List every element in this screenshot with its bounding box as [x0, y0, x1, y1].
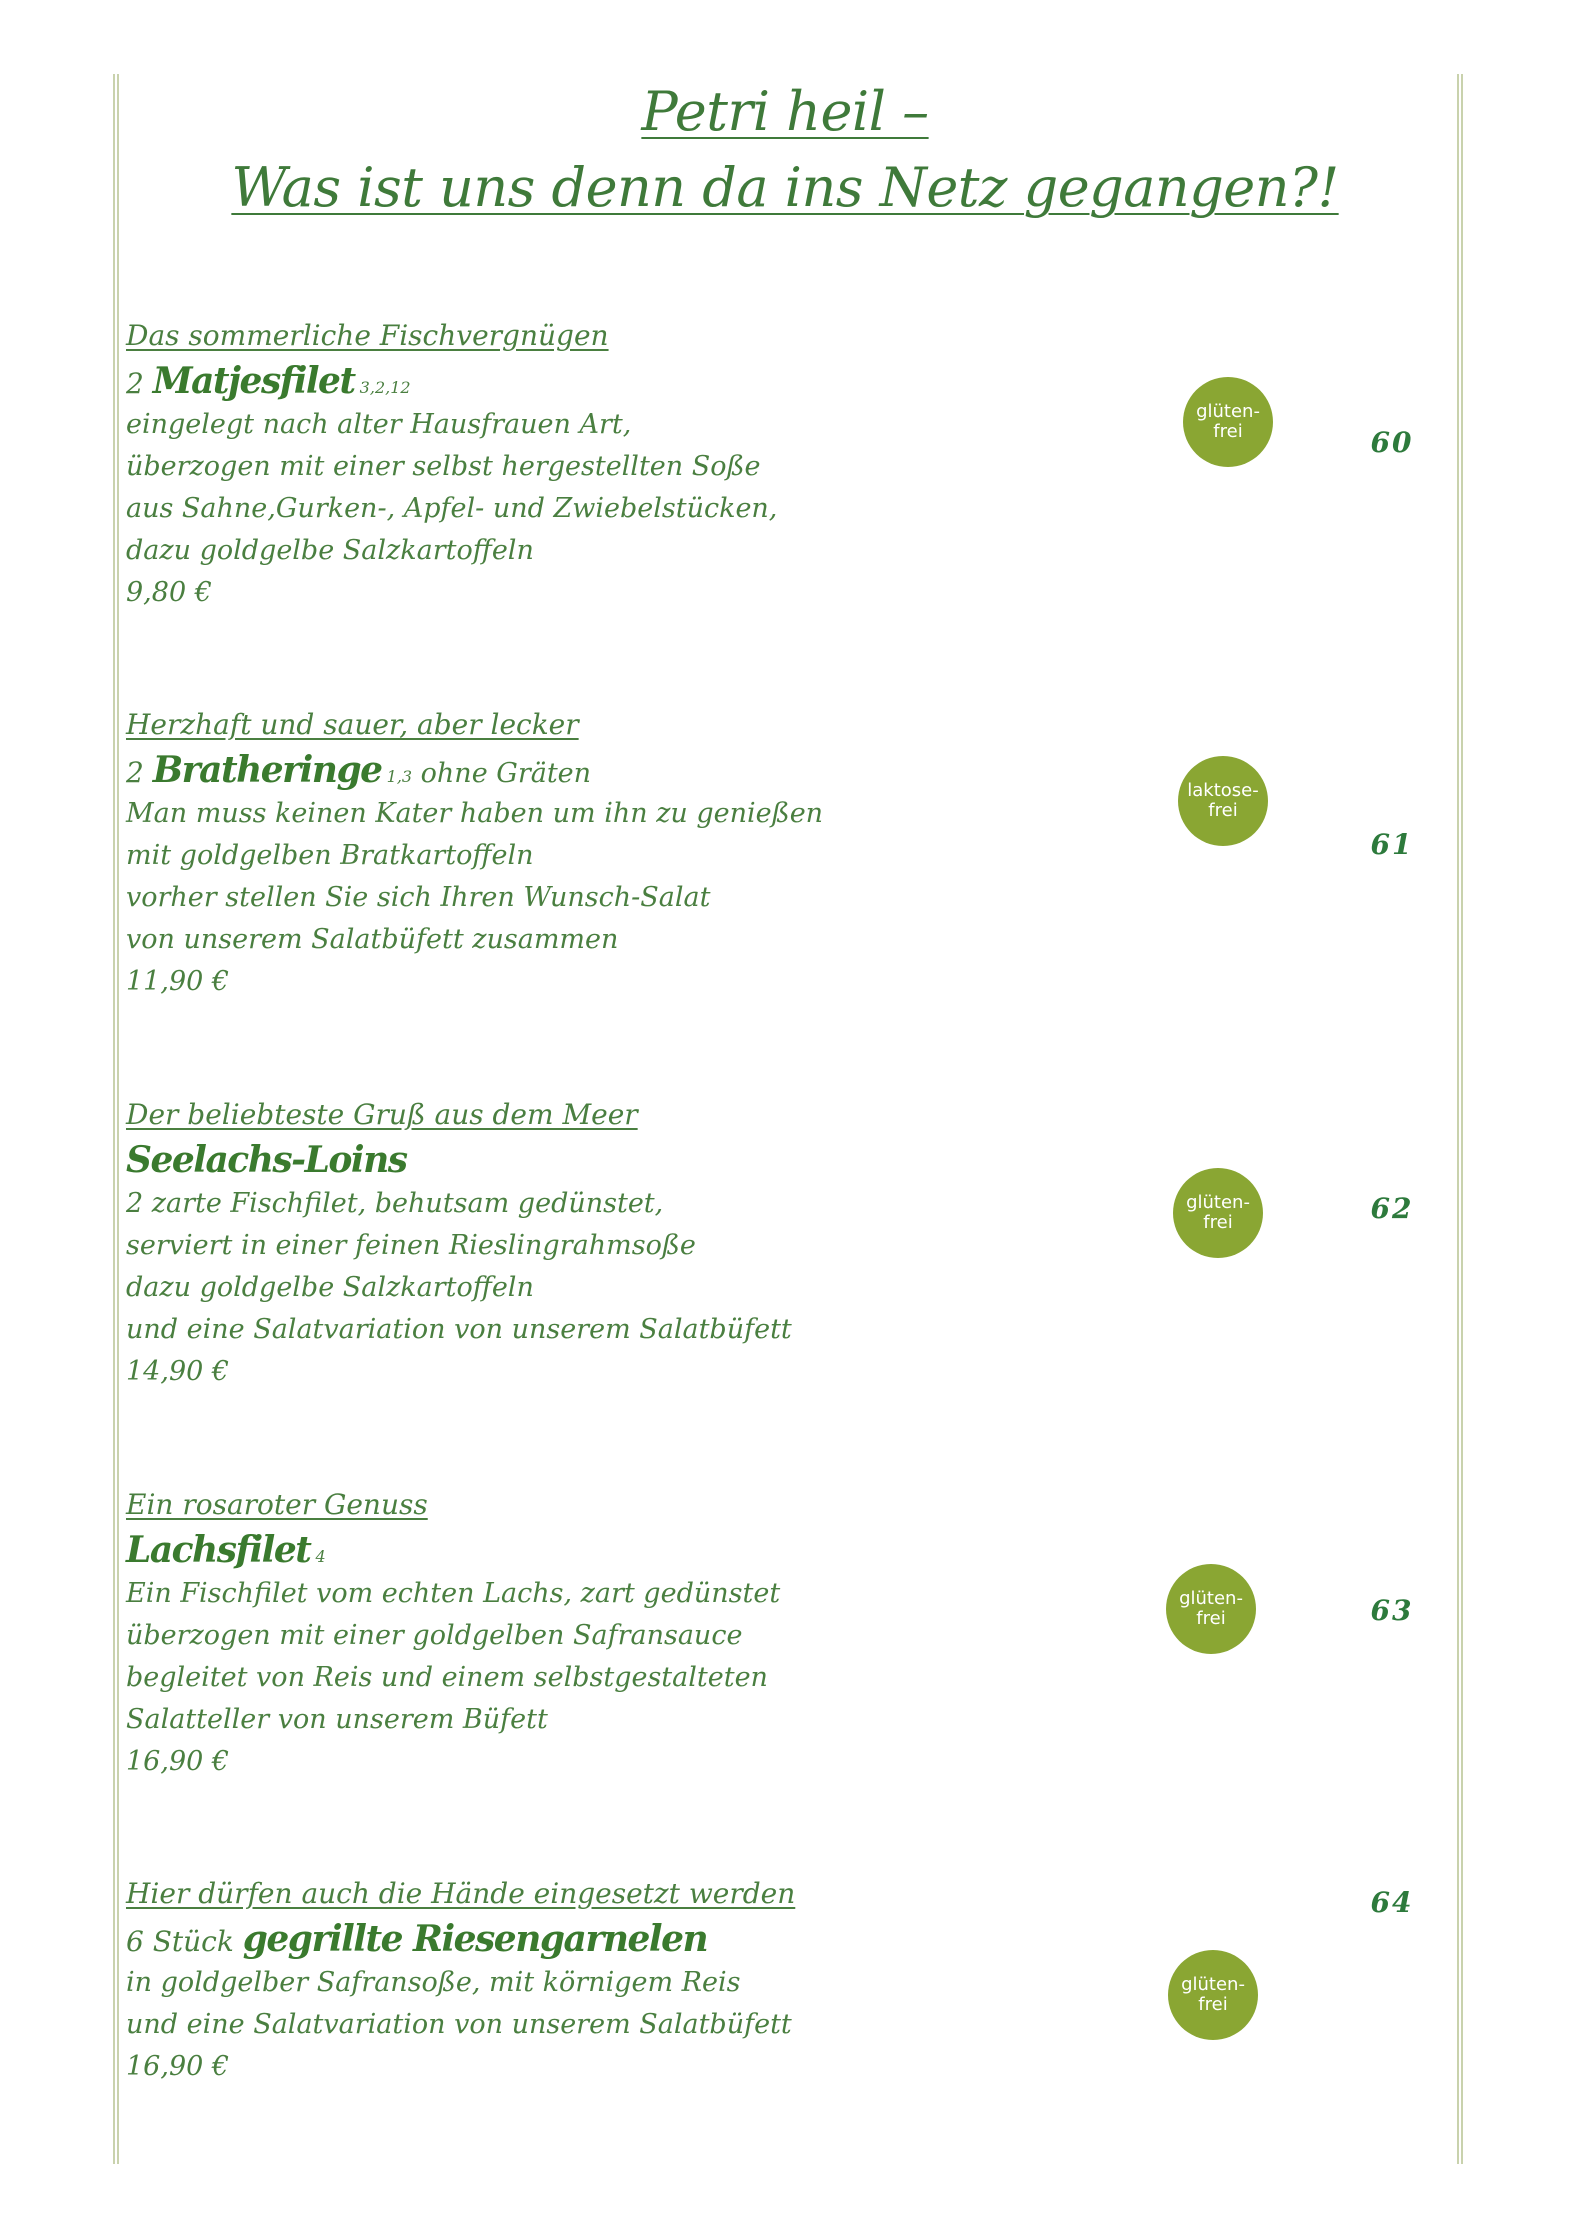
- dish-description-line: vorher stellen Sie sich Ihren Wunsch-Salat: [126, 882, 711, 913]
- dish-tagline: Hier dürfen auch die Hände eingesetzt werden: [126, 1877, 796, 1910]
- dish-tagline: Ein rosaroter Genuss: [126, 1488, 428, 1521]
- badge-text-top: glüten-: [1181, 1974, 1245, 1995]
- allergen-codes: 4: [310, 1547, 326, 1566]
- badge-text-bottom: frei: [1203, 1212, 1233, 1233]
- dish-name: Bratheringe: [152, 749, 382, 791]
- allergen-codes: 3,2,12: [354, 378, 411, 397]
- badge-text-top: glüten-: [1186, 1192, 1250, 1213]
- badge-text-bottom: frei: [1196, 1608, 1226, 1629]
- dish-name-line: [126, 1916, 1026, 1962]
- lactose-free-badge-icon: [1178, 756, 1268, 846]
- gluten-free-badge-icon: [1183, 377, 1273, 467]
- dish-name-suffix: ohne Gräten: [412, 758, 592, 789]
- menu-item-riesengarnelen: [126, 1872, 1026, 2088]
- dish-description-line: Man muss keinen Kater haben um ihn zu genießen: [126, 798, 824, 829]
- dish-name-line: [126, 1527, 1026, 1573]
- dish-description-line: dazu goldgelbe Salzkartoffeln: [126, 535, 534, 566]
- dish-description-line: überzogen mit einer selbst hergestellten Soße: [126, 451, 761, 482]
- dish-description-line: Salatteller von unserem Büfett: [126, 1704, 548, 1735]
- badge-text-top: glüten-: [1196, 401, 1260, 422]
- dish-description-line: aus Sahne,Gurken-, Apfel- und Zwiebelstücken,: [126, 493, 778, 524]
- badge-text-bottom: frei: [1213, 421, 1243, 442]
- dish-number: 60: [1370, 426, 1414, 459]
- dish-price: 9,80 €: [126, 577, 212, 608]
- dish-description-line: eingelegt nach alter Hausfrauen Art,: [126, 409, 632, 440]
- dish-name: Seelachs-Loins: [126, 1139, 407, 1181]
- dish-price: 14,90 €: [126, 1356, 230, 1387]
- allergen-codes: 1,3: [381, 767, 413, 786]
- dish-price: 11,90 €: [126, 966, 230, 997]
- dish-name: gegrillte Riesengarnelen: [242, 1918, 708, 1960]
- dish-description-line: und eine Salatvariation von unserem Salatbüfett: [126, 1314, 792, 1345]
- dish-description-line: begleitet von Reis und einem selbstgestalteten: [126, 1662, 768, 1693]
- dish-description-line: serviert in einer feinen Rieslingrahmsoße: [126, 1230, 696, 1261]
- dish-description-line: überzogen mit einer goldgelben Safransauce: [126, 1620, 743, 1651]
- dish-tagline: Der beliebteste Gruß aus dem Meer: [126, 1098, 638, 1131]
- dish-name-line: [126, 1137, 1026, 1183]
- dish-tagline: Das sommerliche Fischvergnügen: [126, 319, 609, 352]
- right-border-line: [1457, 74, 1463, 2164]
- dish-description-line: und eine Salatvariation von unserem Salatbüfett: [126, 2009, 792, 2040]
- menu-item-lachsfilet: [126, 1483, 1026, 1783]
- dish-tagline: Herzhaft und sauer, aber lecker: [126, 708, 579, 741]
- dish-description-line: mit goldgelben Bratkartoffeln: [126, 840, 534, 871]
- page-title-line-1: Petri heil –: [641, 80, 929, 143]
- left-border-line: [113, 74, 119, 2164]
- dish-description-line: von unserem Salatbüfett zusammen: [126, 924, 619, 955]
- dish-number: 62: [1370, 1192, 1414, 1225]
- badge-text-bottom: frei: [1198, 1994, 1228, 2015]
- dish-quantity: 2: [126, 367, 153, 400]
- gluten-free-badge-icon: [1166, 1564, 1256, 1654]
- page-title-line-2: Was ist uns denn da ins Netz gegangen?!: [231, 156, 1339, 219]
- dish-quantity: 6 Stück: [126, 1925, 243, 1958]
- dish-number: 64: [1370, 1886, 1414, 1919]
- dish-name-line: [126, 358, 1026, 404]
- menu-item-matjesfilet: [126, 314, 1026, 614]
- menu-item-seelachs-loins: [126, 1093, 1026, 1393]
- dish-number: 63: [1370, 1594, 1414, 1627]
- dish-description-line: in goldgelber Safransoße, mit körnigem Reis: [126, 1967, 741, 1998]
- menu-item-bratheringe: [126, 703, 1026, 1003]
- gluten-free-badge-icon: [1168, 1950, 1258, 2040]
- dish-price: 16,90 €: [126, 1746, 230, 1777]
- dish-name: Matjesfilet: [152, 360, 355, 402]
- dish-description-line: Ein Fischfilet vom echten Lachs, zart gedünstet: [126, 1578, 781, 1609]
- badge-text-top: laktose-: [1187, 780, 1259, 801]
- dish-name: Lachsfilet: [126, 1529, 311, 1571]
- badge-text-top: glüten-: [1179, 1588, 1243, 1609]
- badge-text-bottom: frei: [1208, 800, 1238, 821]
- dish-price: 16,90 €: [126, 2051, 230, 2082]
- dish-quantity: 2: [126, 756, 153, 789]
- dish-number: 61: [1370, 828, 1414, 861]
- dish-name-line: [126, 747, 1026, 793]
- dish-description-line: 2 zarte Fischfilet, behutsam gedünstet,: [126, 1188, 664, 1219]
- dish-description-line: dazu goldgelbe Salzkartoffeln: [126, 1272, 534, 1303]
- gluten-free-badge-icon: [1173, 1168, 1263, 1258]
